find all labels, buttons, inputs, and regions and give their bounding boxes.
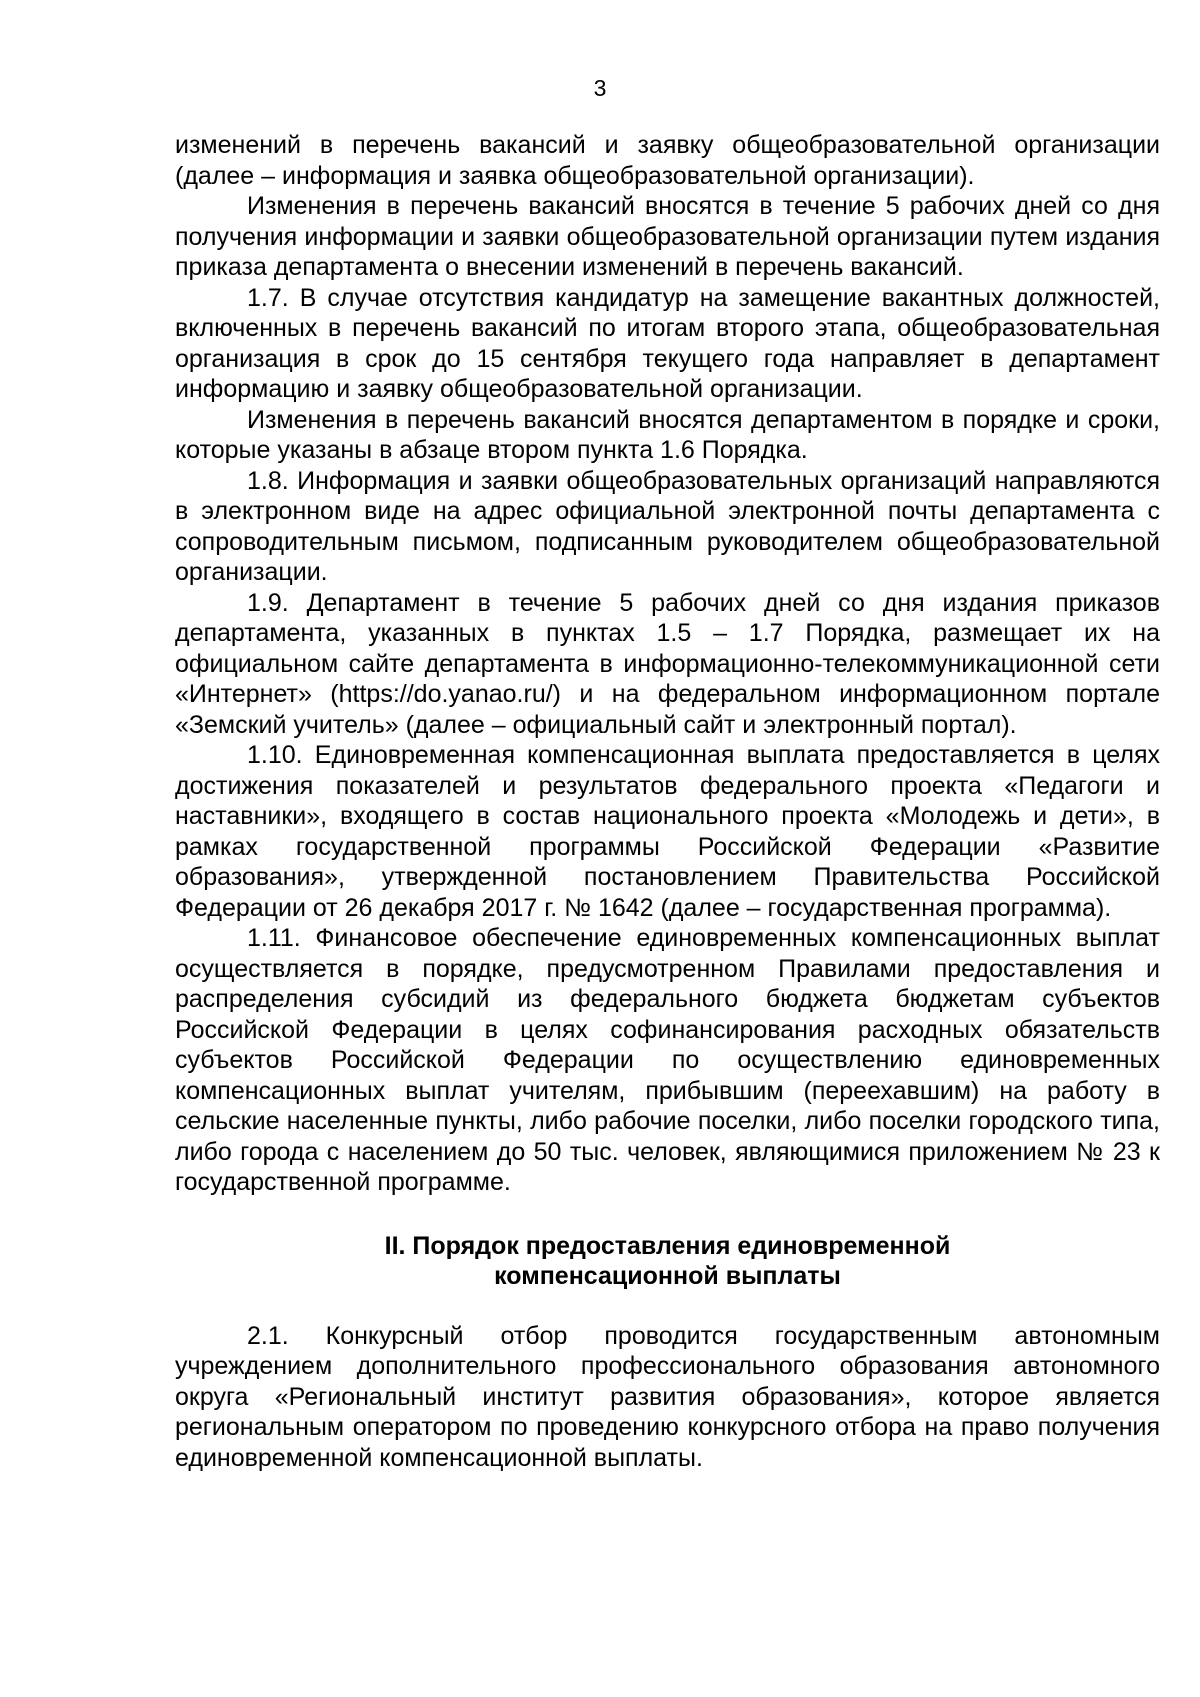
paragraph-2-1: 2.1. Конкурсный отбор проводится государственным автономным учреждением дополнительного профессионального образования автономного округа «Региональный институт развития образования», которое является региональным оператором по проведению конкурсного отбора на право получения единовременной компенсационной выплаты. <box>175 1321 1160 1472</box>
section-heading-line: компенсационной выплаты <box>494 1262 841 1290</box>
paragraph-vacancy-changes: Изменения в перечень вакансий вносятся в течение 5 рабочих дней со дня получения информации и заявки общеобразовательной организации путем издания приказа департамента о внесении изменений в перечень вакансий. <box>175 192 1160 281</box>
section-heading <box>175 1231 1160 1292</box>
document-body <box>175 130 1160 1473</box>
section-heading-line: II. Порядок предоставления единовременной <box>384 1231 951 1260</box>
paragraph-1-7: 1.7. В случае отсутствия кандидатур на замещение вакантных должностей, включенных в перечень вакансий по итогам второго этапа, общеобразовательная организация в срок до 15 сентября текущего года направляет в департамент информацию и заявку общеобразовательной организации. <box>175 283 1160 403</box>
paragraph-1-10: 1.10. Единовременная компенсационная выплата предоставляется в целях достижения показателей и результатов федерального проекта «Педагоги и наставники», входящего в состав национального проекта «Молодежь и дети», в рамках государственной программы Российской Федерации «Развитие образования», утвержденной постановлением Правительства Российской Федерации от 26 декабря 2017 г. № 1642 (далее – государственная программа). <box>175 741 1160 922</box>
page-number: 3 <box>593 75 607 101</box>
paragraph-1-7-changes: Изменения в перечень вакансий вносятся департаментом в порядке и сроки, которые указаны в абзаце втором пункта 1.6 Порядка. <box>175 405 1160 464</box>
paragraph-1-8: 1.8. Информация и заявки общеобразовательных организаций направляются в электронном виде на адрес официальной электронной почты департамента с сопроводительным письмом, подписанным руководителем общеобразовательной организации. <box>175 466 1160 586</box>
paragraph-1-9: 1.9. Департамент в течение 5 рабочих дней со дня издания приказов департамента, указанных в пунктах 1.5 – 1.7 Порядка, размещает их на официальном сайте департамента в информационно-телекоммуникационной сети «Интернет» (https://do.yanao.ru/) и на федеральном информационном портале «Земский учитель» (далее – официальный сайт и электронный портал). <box>175 588 1160 739</box>
paragraph-1-11: 1.11. Финансовое обеспечение единовременных компенсационных выплат осуществляется в порядке, предусмотренном Правилами предоставления и распределения субсидий из федерального бюджета бюджетам субъектов Российской Федерации в целях софинансирования расходных обязательств субъектов Российской Федерации по осуществлению единовременных компенсационных выплат учителям, прибывшим (переехавшим) на работу в сельские населенные пункты, либо рабочие поселки, либо поселки городского типа, либо города с населением до 50 тыс. человек, являющимися приложением № 23 к государственной программе. <box>175 924 1160 1196</box>
paragraph-continuation: изменений в перечень вакансий и заявку общеобразовательной организации (далее – информация и заявка общеобразовательной организации). <box>175 131 1160 190</box>
